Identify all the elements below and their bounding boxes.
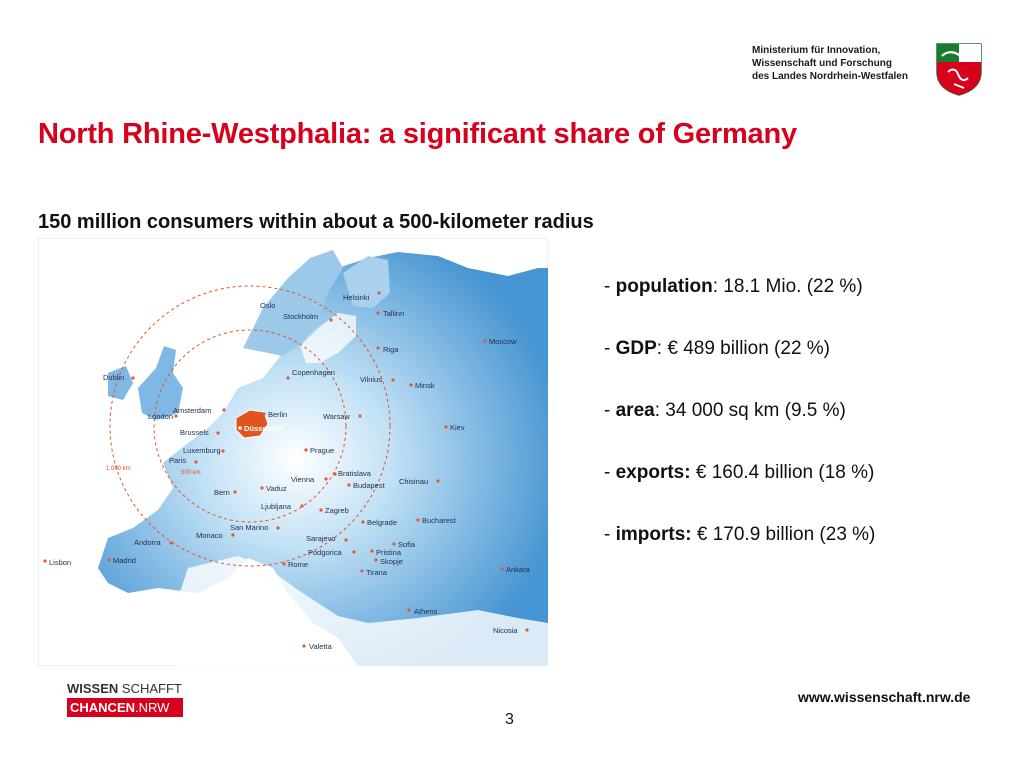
svg-text:Zagreb: Zagreb bbox=[325, 506, 349, 515]
nrw-crest-icon bbox=[934, 42, 984, 96]
svg-text:Düsseldorf: Düsseldorf bbox=[244, 424, 284, 433]
svg-text:Amsterdam: Amsterdam bbox=[173, 406, 212, 415]
svg-text:Brussels: Brussels bbox=[180, 428, 209, 437]
stat-exports: - exports: € 160.4 billion (18 %) bbox=[604, 462, 875, 483]
svg-text:Vaduz: Vaduz bbox=[266, 484, 287, 493]
svg-text:Moscow: Moscow bbox=[489, 337, 517, 346]
city-pristina bbox=[370, 548, 401, 557]
ministry-line: Ministerium für Innovation, bbox=[752, 45, 881, 56]
stat-value: : 18.1 Mio. (22 %) bbox=[712, 276, 863, 297]
svg-text:Podgorica: Podgorica bbox=[308, 548, 342, 557]
logo-word: .NRW bbox=[135, 700, 170, 715]
stat-gdp: - GDP: € 489 billion (22 %) bbox=[604, 338, 831, 359]
svg-text:Athens: Athens bbox=[414, 607, 438, 616]
city-bucharest bbox=[416, 516, 456, 525]
svg-text:Minsk: Minsk bbox=[415, 381, 435, 390]
ministry-line: des Landes Nordrhein-Westfalen bbox=[752, 71, 908, 82]
svg-text:Dublin: Dublin bbox=[103, 373, 125, 382]
svg-text:Sofia: Sofia bbox=[398, 540, 416, 549]
ministry-line: Wissenschaft und Forschung bbox=[752, 58, 892, 69]
stat-label: GDP bbox=[615, 338, 657, 359]
svg-text:Lisbon: Lisbon bbox=[49, 558, 72, 567]
svg-text:Berlin: Berlin bbox=[268, 410, 288, 419]
key-figures-list bbox=[604, 276, 1004, 586]
stat-value: € 170.9 billion (23 %) bbox=[691, 524, 876, 545]
svg-text:Valetta: Valetta bbox=[309, 642, 332, 651]
svg-text:Ankara: Ankara bbox=[506, 565, 530, 574]
svg-text:Bern: Bern bbox=[214, 488, 230, 497]
stat-label: area bbox=[615, 400, 655, 421]
svg-text:Prague: Prague bbox=[310, 446, 335, 455]
svg-text:Tirana: Tirana bbox=[366, 568, 387, 577]
radius-label-500km: 500 km bbox=[181, 470, 201, 476]
svg-text:Pristina: Pristina bbox=[376, 548, 402, 557]
logo-word: CHANCEN bbox=[70, 700, 135, 715]
stat-value: € 160.4 billion (18 %) bbox=[690, 462, 875, 483]
svg-text:Bucharest: Bucharest bbox=[422, 516, 456, 525]
svg-text:Chisinau: Chisinau bbox=[399, 477, 429, 486]
city-duesseldorf bbox=[238, 424, 283, 433]
svg-text:Kiev: Kiev bbox=[450, 423, 465, 432]
svg-text:Copenhagen: Copenhagen bbox=[292, 368, 335, 377]
stat-imports: - imports: € 170.9 billion (23 %) bbox=[604, 524, 876, 545]
stat-value: : € 489 billion (22 %) bbox=[656, 338, 831, 359]
website-link[interactable]: www.wissenschaft.nrw.de bbox=[798, 689, 971, 705]
svg-text:Budapest: Budapest bbox=[353, 481, 385, 490]
svg-text:Tallinn: Tallinn bbox=[383, 309, 405, 318]
svg-text:Vienna: Vienna bbox=[291, 475, 315, 484]
stat-value: : 34 000 sq km (9.5 %) bbox=[654, 400, 846, 421]
city-luxemburg bbox=[183, 446, 225, 455]
stat-label: population bbox=[615, 276, 713, 297]
logo-word: SCHAFFT bbox=[118, 681, 182, 696]
svg-text:Paris: Paris bbox=[169, 456, 187, 465]
europe-map bbox=[38, 238, 548, 666]
svg-text:Belgrade: Belgrade bbox=[367, 518, 398, 527]
city-budapest bbox=[347, 481, 385, 490]
city-oslo bbox=[260, 301, 275, 310]
stat-population: - population: 18.1 Mio. (22 %) bbox=[604, 276, 863, 297]
ministry-name bbox=[752, 44, 932, 83]
svg-text:Bratislava: Bratislava bbox=[338, 469, 371, 478]
stat-area: - area: 34 000 sq km (9.5 %) bbox=[604, 400, 846, 421]
radius-label-1000km: 1.000 km bbox=[106, 466, 131, 472]
svg-text:London: London bbox=[148, 412, 174, 421]
svg-text:Riga: Riga bbox=[383, 345, 399, 354]
stat-label: imports: bbox=[615, 524, 692, 545]
svg-text:Oslo: Oslo bbox=[260, 301, 276, 310]
svg-text:Madrid: Madrid bbox=[113, 556, 136, 565]
svg-text:Skopje: Skopje bbox=[380, 557, 403, 566]
slide-title: North Rhine-Westphalia: a significant share of Germany bbox=[38, 118, 797, 150]
wissen-schafft-chancen-logo bbox=[67, 681, 183, 717]
svg-text:Helsinki: Helsinki bbox=[343, 293, 370, 302]
svg-text:Andorra: Andorra bbox=[134, 538, 161, 547]
page-number: 3 bbox=[505, 711, 514, 728]
svg-text:San Marino: San Marino bbox=[230, 523, 269, 532]
svg-text:Sarajevo: Sarajevo bbox=[306, 534, 336, 543]
svg-text:Vilnius: Vilnius bbox=[360, 375, 382, 384]
city-moscow bbox=[483, 337, 517, 346]
svg-text:Luxemburg: Luxemburg bbox=[183, 446, 221, 455]
stat-label: exports: bbox=[615, 462, 691, 483]
logo-word: WISSEN bbox=[67, 681, 119, 696]
svg-text:Rome: Rome bbox=[288, 560, 309, 569]
city-belgrade bbox=[361, 518, 397, 527]
slide-subtitle: 150 million consumers within about a 500-kilometer radius bbox=[38, 211, 594, 233]
svg-text:Stockholm: Stockholm bbox=[283, 312, 319, 321]
city-bratislava bbox=[333, 469, 371, 478]
svg-text:Warsaw: Warsaw bbox=[323, 412, 350, 421]
svg-text:Ljubljana: Ljubljana bbox=[261, 502, 292, 511]
svg-text:Monaco: Monaco bbox=[196, 531, 223, 540]
svg-text:Nicosia: Nicosia bbox=[493, 626, 518, 635]
